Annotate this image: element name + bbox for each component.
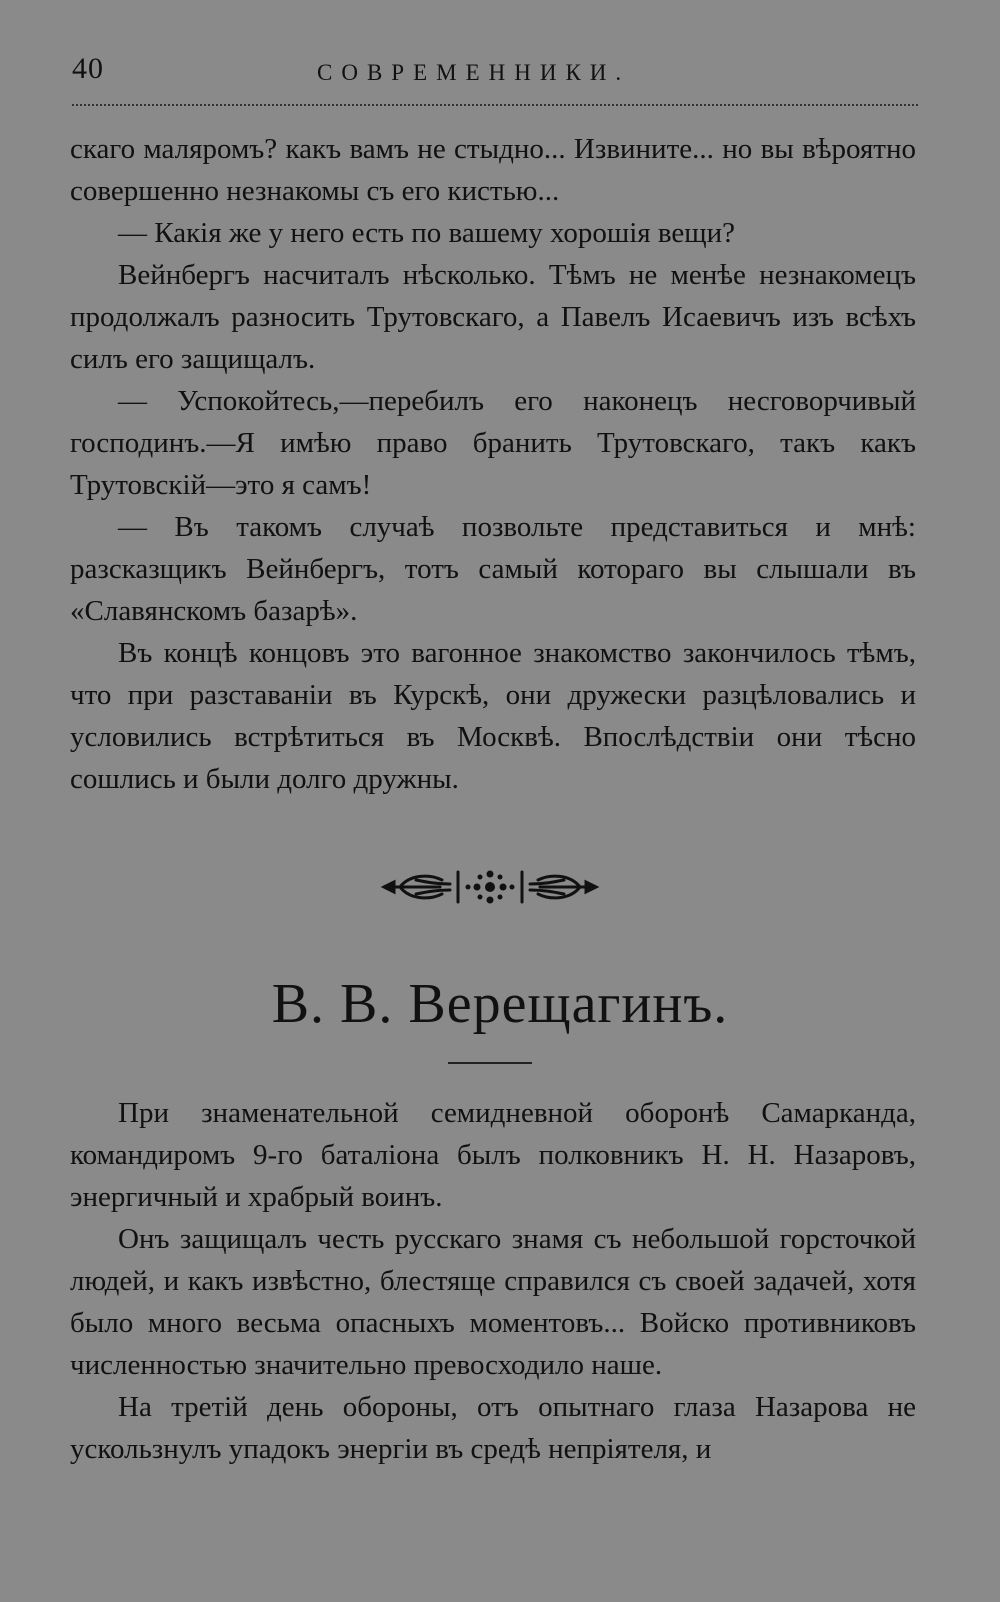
paragraph: — Въ такомъ случаѣ позвольте представиться и мнѣ: разсказщикъ Вейнбергъ, тотъ самый котораго вы слышали въ «Славянскомъ базарѣ».: [70, 511, 916, 627]
header-rule: [72, 104, 918, 106]
page-header: [72, 52, 918, 96]
paragraph: скаго маляромъ? какъ вамъ не стыдно... Извините... но вы вѣроятно совершенно незнакомы съ его кистью...: [70, 133, 916, 207]
paragraph: Вейнбергъ насчиталъ нѣсколько. Тѣмъ не менѣе незнакомецъ продолжалъ разносить Трутовскаго, а Павелъ Исаевичъ изъ всѣхъ силъ его защищалъ.: [70, 259, 916, 375]
paragraph: — Какія же у него есть по вашему хорошія вещи?: [118, 217, 736, 249]
text-block-continuation: [70, 128, 916, 800]
paragraph: Въ концѣ концовъ это вагонное знакомство закончилось тѣмъ, что при разставаніи въ Курскѣ, они дружески разцѣловались и условились встрѣтиться въ Москвѣ. Впослѣдствіи они тѣсно сошлись и были долго дружны.: [70, 637, 916, 795]
fleuron-ornament-icon: [380, 862, 600, 912]
title-rule: [448, 1062, 532, 1064]
paragraph: Онъ защищалъ честь русскаго знамя съ небольшой горсточкой людей, и какъ извѣстно, блестяще справился съ своей задачей, хотя было много весьма опасныхъ моментовъ... Войско противниковъ численностью значительно превосходило наше.: [70, 1223, 916, 1381]
paragraph: На третій день обороны, отъ опытнаго глаза Назарова не ускользнулъ упадокъ энергіи въ средѣ непріятеля, и: [70, 1391, 916, 1465]
running-title: СОВРЕМЕННИКИ.: [317, 60, 631, 85]
paragraph: — Успокойтесь,—перебилъ его наконецъ несговорчивый господинъ.—Я имѣю право бранить Трутовскаго, такъ какъ Трутовскій—это я самъ!: [70, 385, 916, 501]
chapter-title: В. В. Верещагинъ.: [271, 973, 729, 1035]
paragraph: При знаменательной семидневной оборонѣ Самарканда, командиромъ 9-го баталіона былъ полковникъ Н. Н. Назаровъ, энергичный и храбрый воинъ.: [70, 1097, 916, 1213]
page-number: 40: [72, 52, 104, 85]
text-block-chapter: [70, 1092, 916, 1470]
